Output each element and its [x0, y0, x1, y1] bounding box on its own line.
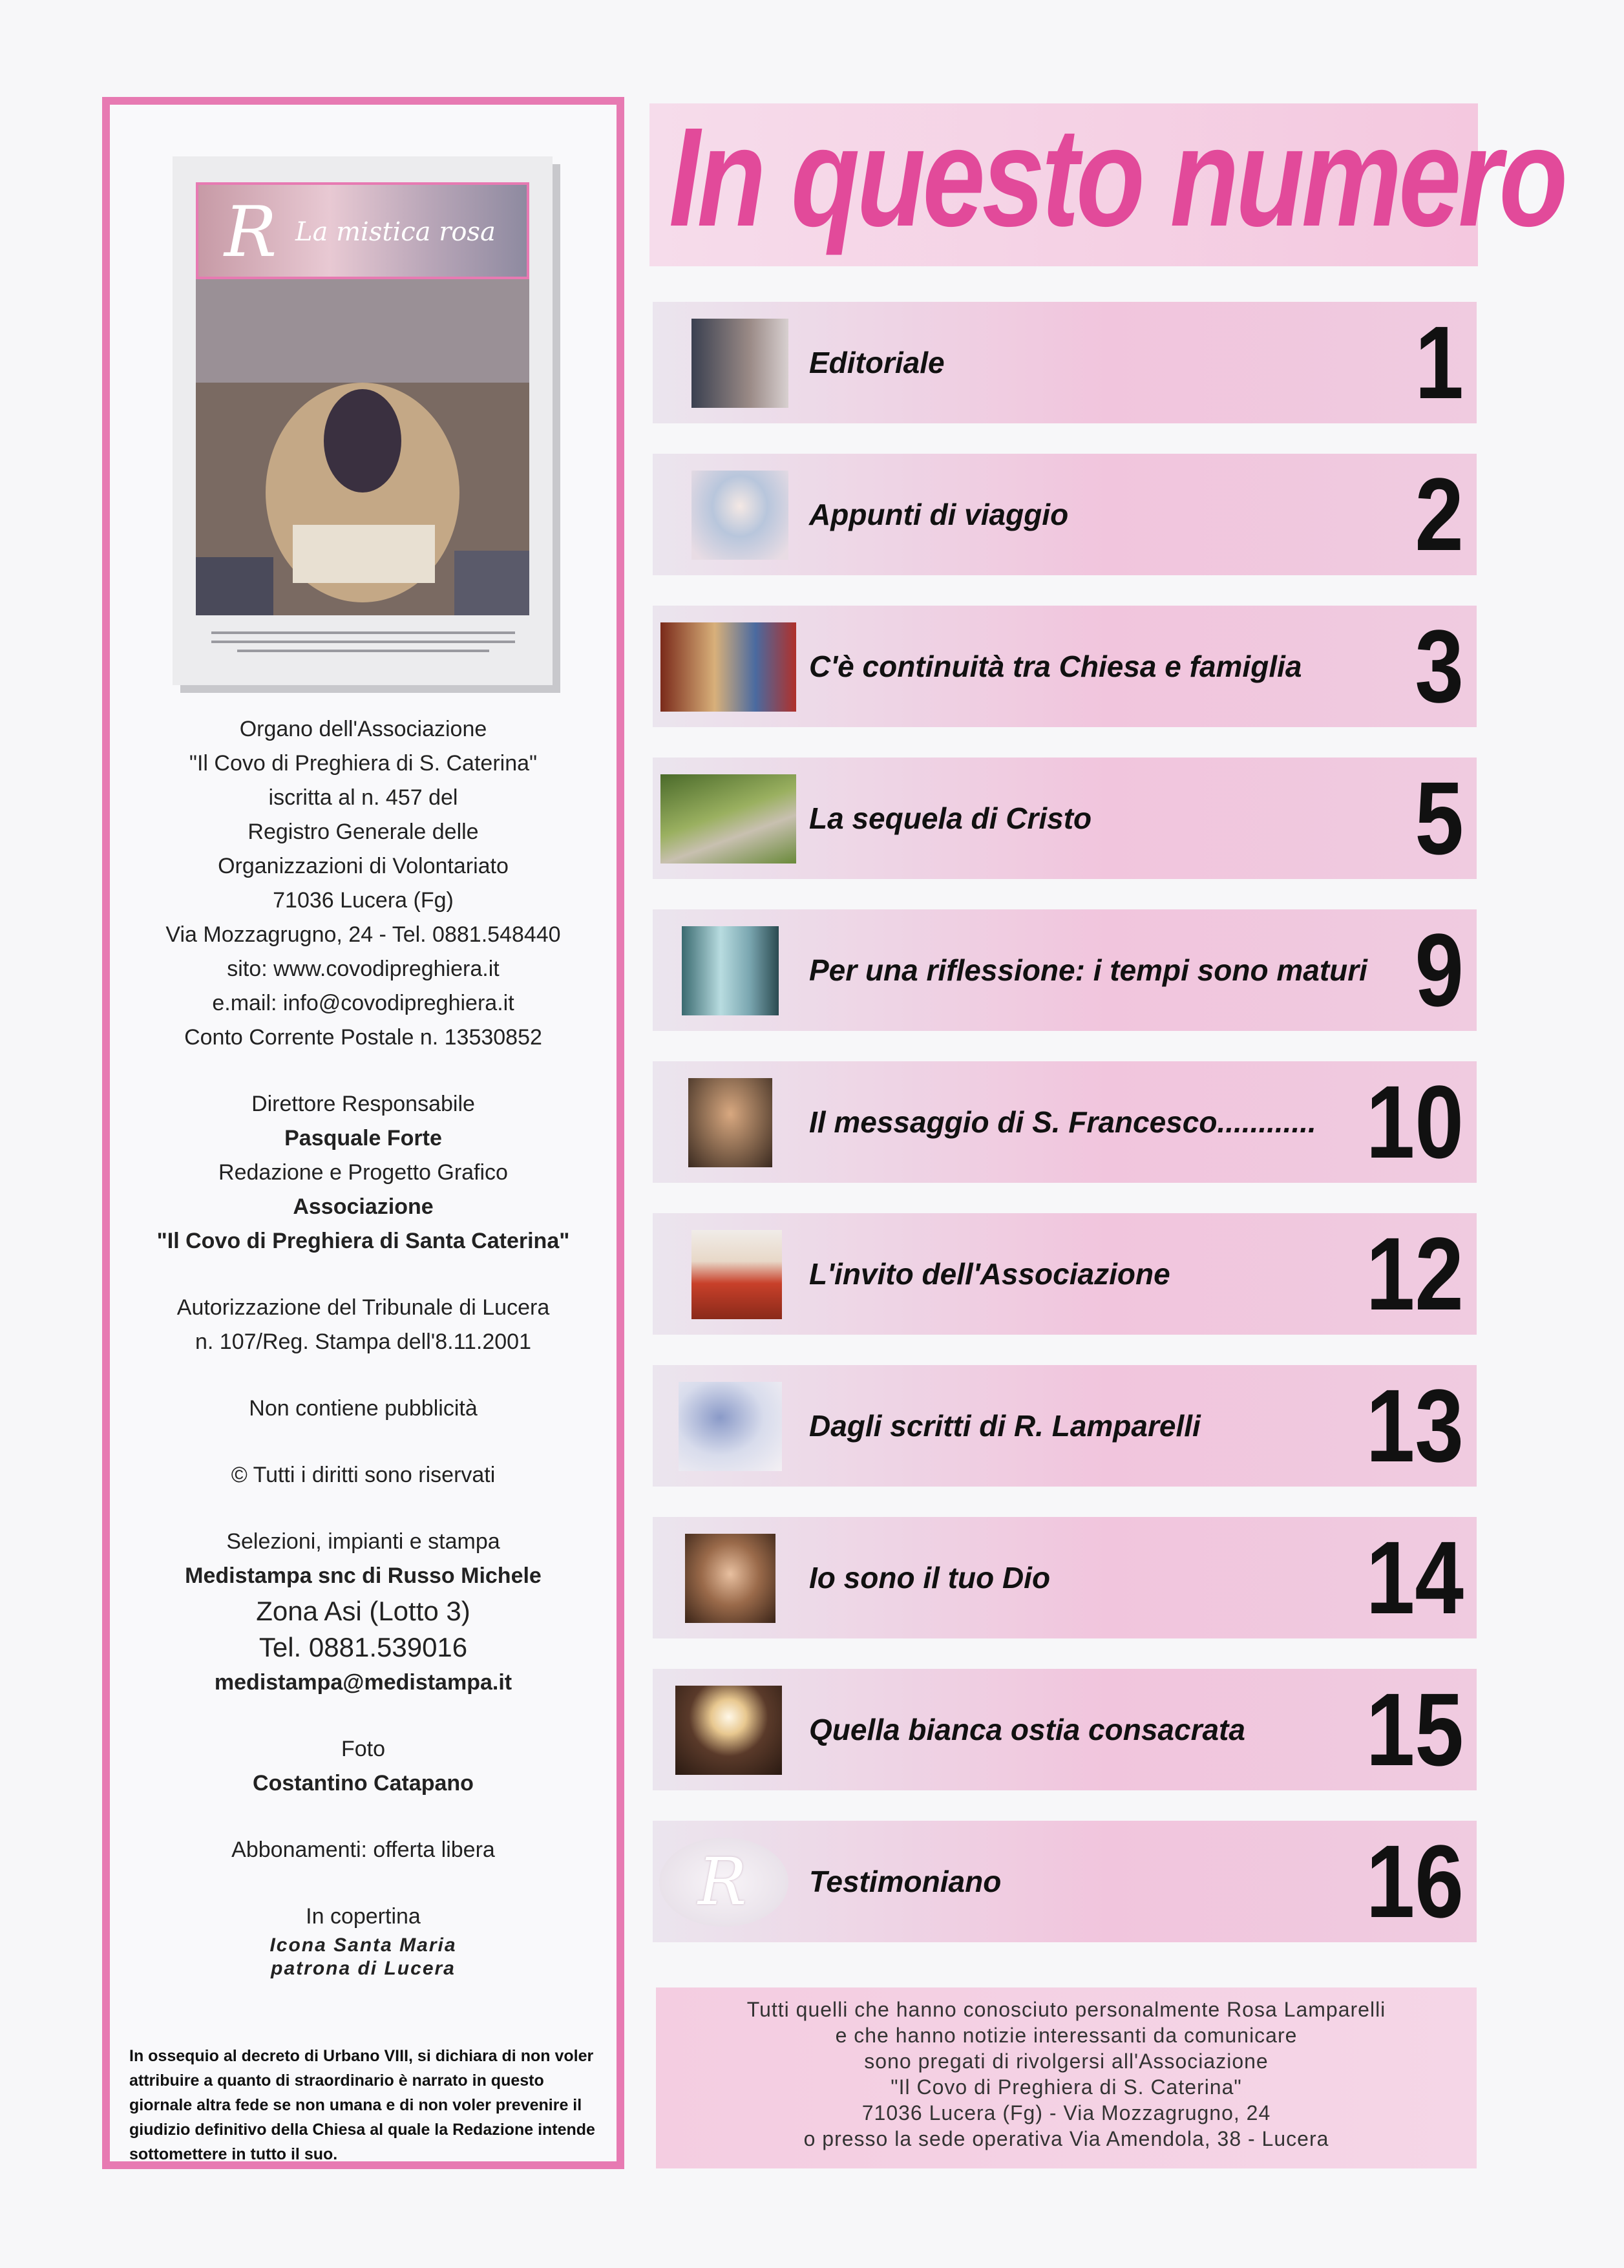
foto-label: Foto: [341, 1737, 386, 1761]
notice-line: o presso la sede operativa Via Amendola, 38 - Lucera: [803, 2127, 1329, 2150]
masthead-panel: [102, 97, 624, 2169]
toc-item[interactable]: [653, 1061, 1477, 1183]
toc-item[interactable]: [653, 606, 1477, 727]
toc-page-number: 9: [1415, 912, 1464, 1028]
toc-item-label: La sequela di Cristo: [809, 801, 1092, 835]
info-line: 71036 Lucera (Fg): [273, 888, 454, 913]
notice-box: [656, 1987, 1477, 2168]
toc-page-number: 12: [1366, 1216, 1464, 1331]
email-link[interactable]: e.mail: info@covodipreghiera.it: [212, 991, 514, 1015]
toc-item-label: Per una riflessione: i tempi sono maturi: [809, 953, 1367, 987]
toc-item-label: Appunti di viaggio: [809, 498, 1069, 531]
toc-page-number: 1: [1415, 304, 1464, 420]
toc-item-label: Testimoniano: [809, 1865, 1002, 1898]
toc-item-label: Editoriale: [809, 346, 945, 379]
toc-item[interactable]: [653, 1517, 1477, 1638]
masthead-info: [110, 712, 617, 1980]
toc-page-number: 3: [1415, 608, 1464, 724]
stampa-email-link[interactable]: medistampa@medistampa.it: [214, 1670, 512, 1695]
cover-logo: R: [224, 192, 277, 273]
toc-item-label: Dagli scritti di R. Lamparelli: [809, 1409, 1201, 1443]
toc-item-label: Io sono il tuo Dio: [809, 1561, 1051, 1595]
hourglass-thumbnail: [682, 926, 779, 1015]
notice-line: 71036 Lucera (Fg) - Via Mozzagrugno, 24: [861, 2101, 1271, 2125]
abbonamenti-note: Abbonamenti: offerta libera: [231, 1838, 495, 1862]
toc-item-label: L'invito dell'Associazione: [809, 1257, 1170, 1291]
toc-page-number: 13: [1366, 1368, 1464, 1483]
cover-thumbnail: [173, 156, 553, 685]
toc-item[interactable]: [653, 1213, 1477, 1335]
copyright-note: © Tutti i diritti sono riservati: [231, 1463, 496, 1487]
autorizzazione: Autorizzazione del Tribunale di Lucera: [176, 1295, 550, 1320]
info-line: "Il Covo di Preghiera di S. Caterina": [189, 751, 538, 776]
stampa-name: Medistampa snc di Russo Michele: [185, 1563, 542, 1588]
bishop-thumbnail: [691, 1230, 782, 1319]
disclaimer: In ossequio al decreto di Urbano VIII, si dichiara di non voler attribuire a quanto di straordinario è narrato in questo giornale altra fede se non umana e di non voler prevenire il giudizio definitivo della Chiesa al quale la Redazione intende sottomettere in tutto il suo.: [129, 2047, 595, 2163]
toc-page-number: 2: [1415, 456, 1464, 572]
stampa-address: Zona Asi (Lotto 3): [256, 1596, 470, 1626]
info-line: Registro Generale delle: [248, 820, 479, 844]
logo-thumbnail-letter: R: [698, 1844, 747, 1920]
info-line: Conto Corrente Postale n. 13530852: [184, 1025, 542, 1050]
toc-page-number: 16: [1366, 1823, 1464, 1939]
toc-item[interactable]: [653, 1669, 1477, 1790]
page-title: In questo numero: [669, 99, 1565, 256]
toc-page-number: 5: [1415, 760, 1464, 876]
cover-photo: [196, 182, 529, 615]
toc-item[interactable]: [653, 1365, 1477, 1487]
sky-thumbnail: [679, 1382, 782, 1471]
toc-item[interactable]: [653, 302, 1477, 423]
stampa-tel: Tel. 0881.539016: [258, 1632, 468, 1662]
toc-item[interactable]: [653, 1821, 1477, 1942]
info-line: Via Mozzagrugno, 24 - Tel. 0881.548440: [165, 922, 561, 947]
toc-page-number: 15: [1366, 1671, 1464, 1787]
toc-page-number: 10: [1366, 1064, 1464, 1180]
cover-logo-band: [196, 182, 529, 279]
river-landscape-thumbnail: [660, 774, 796, 864]
procession-image: [196, 279, 529, 615]
redazione-name: Associazione: [293, 1194, 434, 1219]
toc-item-label: Quella bianca ostia consacrata: [809, 1713, 1245, 1746]
info-line: Organizzazioni di Volontariato: [218, 854, 509, 878]
redazione-name: "Il Covo di Preghiera di Santa Caterina": [156, 1229, 570, 1253]
logo-thumbnail: [659, 1838, 788, 1927]
madonna-thumbnail: [691, 471, 788, 560]
notice-line: Tutti quelli che hanno conosciuto personalmente Rosa Lamparelli: [746, 1998, 1386, 2021]
saint-francis-thumbnail: [688, 1078, 772, 1167]
website-link[interactable]: sito: www.covodipreghiera.it: [227, 957, 500, 981]
jesus-thumbnail: [685, 1534, 775, 1623]
redazione-label: Redazione e Progetto Grafico: [218, 1160, 508, 1185]
copertina-title: patrona di Lucera: [271, 1958, 456, 1979]
holy-family-thumbnail: [660, 622, 796, 712]
cover-logo-words: La mistica rosa: [295, 217, 496, 247]
info-line: iscritta al n. 457 del: [268, 785, 458, 810]
info-line: Organo dell'Associazione: [239, 717, 487, 741]
cover-caption: [198, 625, 528, 670]
toc-item[interactable]: [653, 909, 1477, 1031]
notice-line: "Il Covo di Preghiera di S. Caterina": [891, 2075, 1242, 2099]
title-bar: [649, 99, 1565, 266]
editoriale-thumbnail: [691, 319, 788, 408]
copertina-title: Icona Santa Maria: [269, 1934, 457, 1956]
toc-item[interactable]: [653, 454, 1477, 575]
notice-line: sono pregati di rivolgersi all'Associazione: [864, 2050, 1269, 2073]
toc-item-label: C'è continuità tra Chiesa e famiglia: [809, 650, 1302, 683]
pubblicita-note: Non contiene pubblicità: [249, 1396, 478, 1421]
toc-page-number: 14: [1366, 1520, 1464, 1635]
copertina-label: In copertina: [306, 1904, 421, 1929]
direttore-name: Pasquale Forte: [284, 1126, 442, 1150]
toc-item-label: Il messaggio di S. Francesco............: [809, 1105, 1316, 1139]
notice-line: e che hanno notizie interessanti da comunicare: [835, 2024, 1298, 2047]
stampa-label: Selezioni, impianti e stampa: [226, 1529, 500, 1554]
direttore-label: Direttore Responsabile: [251, 1092, 475, 1116]
toc-item[interactable]: [653, 758, 1477, 879]
autorizzazione: n. 107/Reg. Stampa dell'8.11.2001: [195, 1330, 531, 1354]
foto-name: Costantino Catapano: [253, 1771, 474, 1796]
host-thumbnail: [675, 1686, 782, 1775]
